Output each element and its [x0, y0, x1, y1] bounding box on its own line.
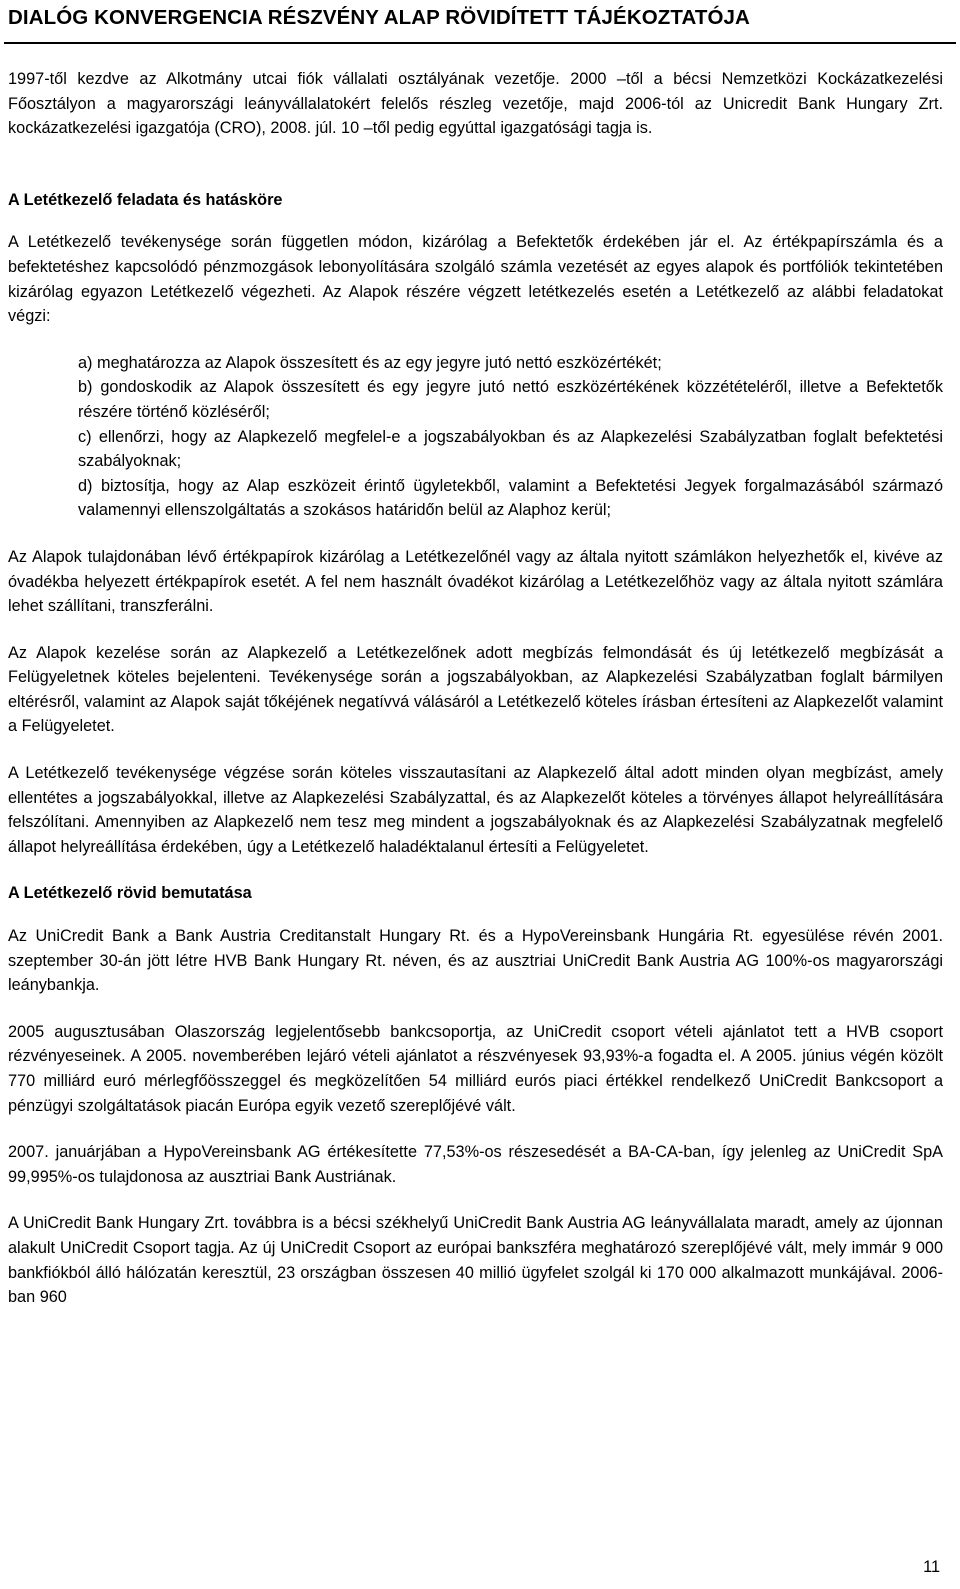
section-heading-custodian-intro: A Letétkezelő rövid bemutatása — [8, 884, 252, 903]
intro-paragraph: 1997-től kezdve az Alkotmány utcai fiók vállalati osztályának vezetője. 2000 –től a bécsi Nemzetközi Kockázatkezelési Főosztályon a magyarországi leányvállalatokért felelős részleg vezetője, majd 2006-tól az Unicredit Bank Hungary Zrt. kockázatkezelési igazgatója (CRO), 2008. júl. 10 –től pedig egyúttal igazgatósági tagja is. — [8, 70, 943, 138]
list-item: b) gondoskodik az Alapok összesített és egy jegyre jutó nettó eszközértékének közzétételéről, illetve a Befektetők részére történő közléséről; — [78, 378, 943, 421]
custodian-duties-paragraph-2: Az Alapok tulajdonában lévő értékpapírok kizárólag a Letétkezelőnél vagy az általa nyitott számlákon helyezhetők el, kivéve az óvadékba helyezett értékpapírok esetét. A fel nem használt óvadékot kizárólag a Letétkezelőhöz vagy az általa nyitott számlára lehet szállítani, transzferálni. — [8, 547, 943, 616]
document-title: DIALÓG KONVERGENCIA RÉSZVÉNY ALAP RÖVIDÍTETT TÁJÉKOZTATÓJA — [8, 6, 750, 29]
list-item: c) ellenőrzi, hogy az Alapkezelő megfelel-e a jogszabályokban és az Alapkezelési Szabályzatban foglalt befektetési szabályoknak; — [78, 427, 943, 471]
custodian-duties-paragraph-4: A Letétkezelő tevékenysége végzése során köteles visszautasítani az Alapkezelő által adott minden olyan megbízást, amely ellentétes a jogszabályokkal, illetve az Alapkezelési Szabályzattal, és az Alapkezelőt köteles a törvényes állapot helyreállítására felszólítani. Amennyiben az Alapkezelő nem tesz meg mindent a jogszabályoknak és az Alapkezelési Szabályzatnak megfelelő állapot helyreállítása érdekében, úgy a Letétkezelő haladéktalanul értesíti a Felügyeletet. — [8, 764, 943, 856]
list-item: d) biztosítja, hogy az Alap eszközeit érintő ügyletekből, valamint a Befektetési Jegyek forgalmazásából származó valamennyi ellenszolgáltatás a szokásos határidőn belül az Alaphoz kerül; — [78, 476, 943, 520]
custodian-intro-paragraph-3: 2007. januárjában a HypoVereinsbank AG értékesítette 77,53%-os részesedését a BA-CA-ban, így jelenleg az UniCredit SpA 99,995%-os tulajdonosa az ausztriai Bank Austriának. — [8, 1143, 943, 1186]
section-heading-custodian-duties: A Letétkezelő feladata és hatásköre — [8, 190, 283, 209]
document-header — [4, 0, 956, 44]
list-item: a) meghatározza az Alapok összesített és az egy jegyre jutó nettó eszközértékét; — [78, 353, 662, 372]
custodian-duties-paragraph-1: A Letétkezelő tevékenysége során független módon, kizárólag a Befektetők érdekében jár el. Az értékpapírszámla és a befektetéshez kapcsolódó pénzmozgások lebonyolítására szolgáló számla vezetését az egyes alapok és portfóliók tekintetében kizárólag egyazon Letétkezelő végezheti. Az Alapok részére végzett letétkezelés esetén a Letétkezelő az alábbi feladatokat végzi: — [8, 233, 943, 326]
custodian-tasks-list — [8, 351, 943, 523]
document-body — [8, 67, 943, 1310]
page-number: 11 — [923, 1558, 940, 1576]
custodian-intro-paragraph-4: A UniCredit Bank Hungary Zrt. továbbra is a bécsi székhelyű UniCredit Bank Austria AG leányvállalata maradt, amely az újonnan alakult UniCredit Csoport tagja. Az új UniCredit Csoport az európai bankszféra meghatározó szereplőjévé vált, mely immár 9 000 bankfiókból álló hálózatán keresztül, 23 országban összesen 40 millió ügyfelet szolgál ki 170 000 alkalmazott munkájával. 2006-ban 960 — [8, 1214, 943, 1307]
custodian-intro-paragraph-2: 2005 augusztusában Olaszország legjelentősebb bankcsoportja, az UniCredit csoport vételi ajánlatot tett a HVB csoport rézvényeseinek. A 2005. novemberében lejáró vételi ajánlatot a részvényesek 93,93%-a fogadta el. A 2005. június végén közölt 770 milliárd euró mérlegfőösszeggel és megközelítően 54 milliárd eurós piaci értékkel rendelkező UniCredit Bankcsoport a pénzügyi szolgáltatások piacán Európa egyik vezető szereplőjévé vált. — [8, 1022, 943, 1115]
custodian-intro-paragraph-1: Az UniCredit Bank a Bank Austria Creditanstalt Hungary Rt. és a HypoVereinsbank Hungária Rt. egyesülése révén 2001. szeptember 30-án jött létre HVB Bank Hungary Rt. néven, és az ausztriai UniCredit Bank Austria AG 100%-os magyarországi leánybankja. — [8, 927, 943, 995]
custodian-duties-paragraph-3: Az Alapok kezelése során az Alapkezelő a Letétkezelőnek adott megbízás felmondását és új letétkezelő megbízását a Felügyeletnek köteles bejelenteni. Tevékenysége során a jogszabályokban, az Alapkezelési Szabályzatban foglalt bármilyen eltérésről, valamint az Alapok saját tőkéjének negatívvá válásáról a Letétkezelő köteles írásban értesíteni az Alapkezelőt valamint a Felügyeletet. — [8, 643, 943, 736]
